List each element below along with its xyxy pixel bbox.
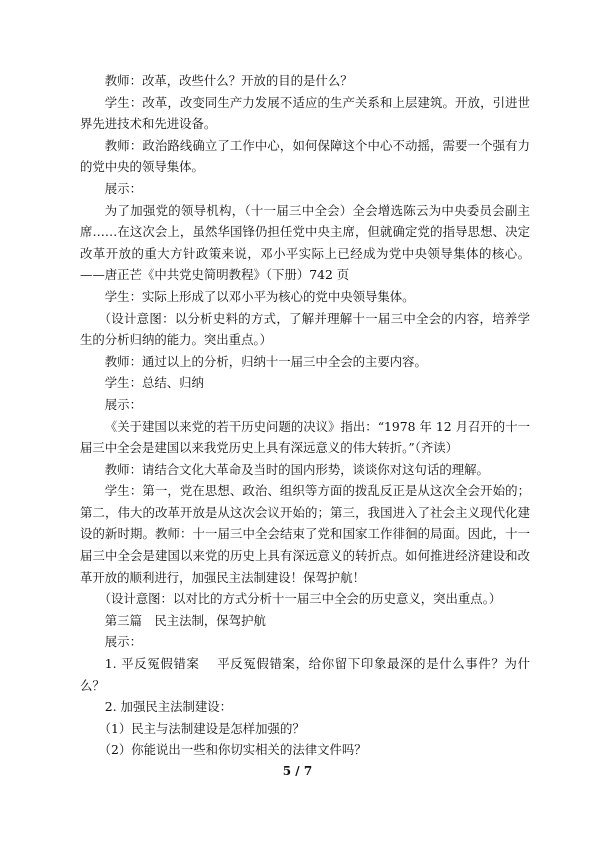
teacher-question-reform: 教师：改革，改些什么？开放的目的是什么？ (104, 73, 353, 88)
list-item-2: 2. 加强民主法制建设： (104, 699, 233, 715)
page-number: 5 / 7 (282, 764, 313, 778)
section-heading-3: 第三篇 民主法制，保驾护航 (104, 612, 266, 628)
student-answer-reform: 学生：改革，改变同生产力发展不适应的生产关系和上层建筑。开放，引进世界先进技术和先进设备。 (80, 94, 530, 132)
design-intent-1: （设计意图：以分析史料的方式，了解并理解十一届三中全会的内容，培养学生的分析归纳的能力。突出重点。） (80, 310, 530, 348)
list-subitem-2: （2）你能说出一些和你切实相关的法律文件吗？ (98, 742, 367, 758)
historical-source-quote: 为了加强党的领导机构，（十一届三中全会）全会增选陈云为中央委员会副主席……在这次会上，虽然华国锋仍担任党中央主席，但就确定党的指导思想、决定改革开放的重大方针政策来说，邓小平实际上已经成为党中央领导集体的核心。——唐正芒《中共党史简明教程》（下册）742 页 (80, 202, 530, 283)
teacher-summary-prompt: 教师：通过以上的分析，归纳十一届三中全会的主要内容。 (104, 353, 427, 369)
show-label-3: 展示： (104, 634, 142, 650)
list-subitem-1: （1）民主与法制建设是怎样加强的？ (98, 720, 305, 736)
design-intent-2: （设计意图：以对比的方式分析十一届三中全会的历史意义，突出重点。） (98, 591, 502, 607)
document-body (80, 70, 530, 761)
show-label-2: 展示： (104, 396, 142, 412)
student-answer-leadership: 学生：实际上形成了以邓小平为核心的党中央领导集体。 (104, 288, 415, 304)
show-label: 展示： (104, 180, 142, 196)
student-three-points: 学生：第一，党在思想、政治、组织等方面的拨乱反正是从这次全会开始的；第二，伟大的改革开放是从这次会议开始的；第三，我国进入了社会主义现代化建设的新时期。教师：十一届三中全会结束了党和国家工作徘徊的局面。因此，十一届三中全会是建国以来党的历史上具有深远意义的转折点。如何推进经济建设和改革开放的顺利进行，加强民主法制建设！保驾护航！ (80, 483, 530, 585)
student-summary: 学生：总结、归纳 (104, 375, 204, 391)
teacher-interpret-prompt: 教师：请结合文化大革命及当时的国内形势，谈谈你对这句话的理解。 (104, 461, 489, 477)
resolution-quote: 《关于建国以来党的若干历史问题的决议》指出：“1978 年 12 月召开的十一届三中全会是建国以来我党历史上具有深远意义的伟大转折。”（齐读） (80, 418, 530, 456)
list-item-1: 1. 平反冤假错案 平反冤假错案，给你留下印象最深的是什么事件？为什么？ (80, 656, 530, 693)
teacher-leadership: 教师：政治路线确立了工作中心，如何保障这个中心不动摇，需要一个强有力的党中央的领导集体。 (80, 137, 530, 175)
